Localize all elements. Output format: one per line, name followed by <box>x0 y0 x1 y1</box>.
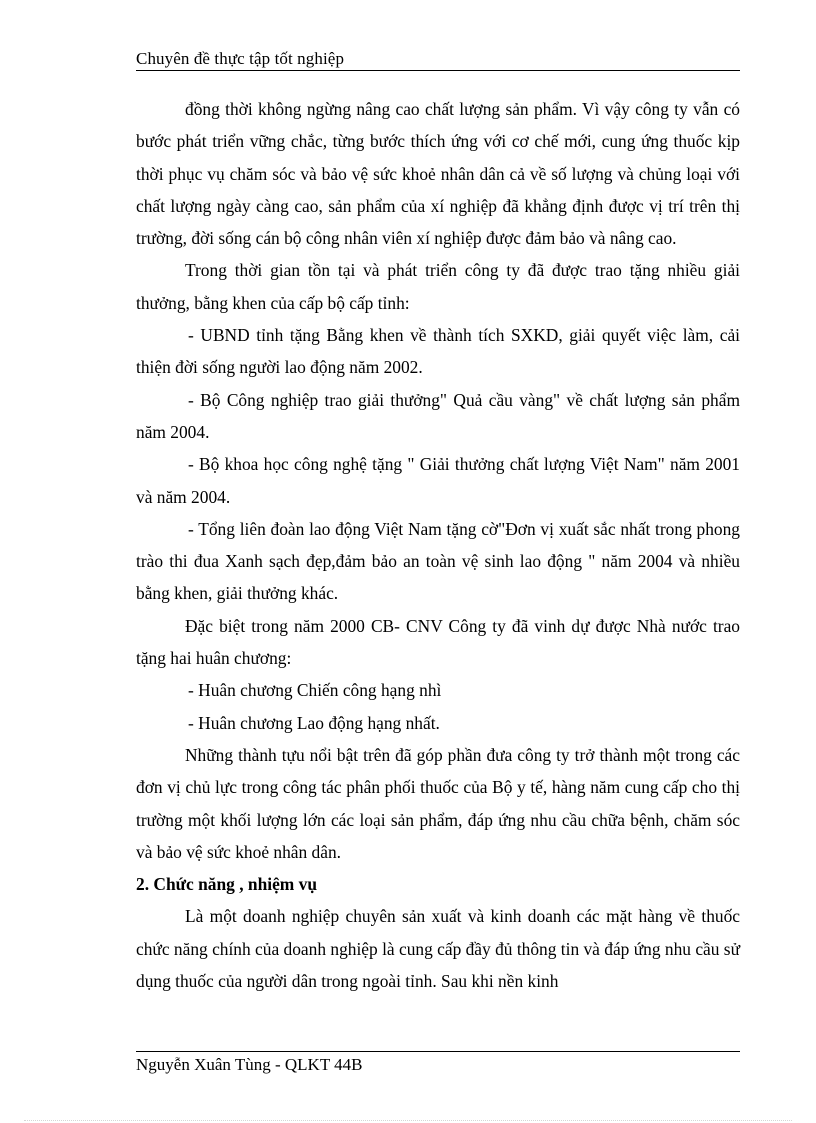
footer-divider <box>136 1051 740 1052</box>
paragraph-awards-intro: Trong thời gian tồn tại và phát triển công ty đã được trao tặng nhiều giải thưởng, bằng khen của cấp bộ cấp tỉnh: <box>136 260 740 313</box>
award-item-golden-globe: - Bộ Công nghiệp trao giải thưởng" Quả cầu vàng" về chất lượng sản phẩm năm 2004. <box>136 389 740 442</box>
section-heading-functions: 2. Chức năng , nhiệm vụ <box>136 874 317 895</box>
award-item-labor-federation: - Tổng liên đoàn lao động Việt Nam tặng cờ"Đơn vị xuất sắc nhất trong phong trào thi đua Xanh sạch đẹp,đảm bảo an toàn vệ sinh lao động " năm 2004 và nhiều bằng khen, giải thưởng khác. <box>136 518 740 604</box>
paragraph-achievements: Những thành tựu nổi bật trên đã góp phần đưa công ty trở thành một trong các đơn vị chủ lực trong công tác phân phối thuốc của Bộ y tế, hàng năm cung cấp cho thị trường một khối lượng lớn các loại sản phẩm, đáp ứng nhu cầu chữa bệnh, chăm sóc và bảo vệ sức khoẻ nhân dân. <box>136 744 740 862</box>
page-footer-author: Nguyễn Xuân Tùng - QLKT 44B <box>136 1055 363 1074</box>
award-item-ubnd: - UBND tỉnh tặng Bằng khen về thành tích SXKD, giải quyết việc làm, cải thiện đời sống người lao động năm 2002. <box>136 325 740 378</box>
page-header-title: Chuyên đề thực tập tốt nghiệp <box>136 49 345 68</box>
document-body <box>136 93 740 997</box>
award-item-vietnam-quality: - Bộ khoa học công nghệ tặng " Giải thưởng chất lượng Việt Nam" năm 2001 và năm 2004. <box>136 454 740 507</box>
header-divider <box>136 70 740 71</box>
page-bottom-dotted-border <box>24 1120 792 1121</box>
paragraph-intro-continued: đồng thời không ngừng nâng cao chất lượng sản phẩm. Vì vậy công ty vẫn có bước phát triển vững chắc, từng bước thích ứng với cơ chế mới, cung ứng thuốc kịp thời phục vụ chăm sóc và bảo vệ sức khoẻ nhân dân cả về số lượng và chủng loại với chất lượng ngày càng cao, sản phẩm của xí nghiệp đã khẳng định được vị trí trên thị trường, đời sống cán bộ công nhân viên xí nghiệp được đảm bảo và nâng cao. <box>136 99 740 249</box>
medal-item-military: - Huân chương Chiến công hạng nhì <box>188 680 442 701</box>
medal-item-labor: - Huân chương Lao động hạng nhất. <box>188 712 440 733</box>
paragraph-medals-intro: Đặc biệt trong năm 2000 CB- CNV Công ty đã vinh dự được Nhà nước trao tặng hai huân chương: <box>136 615 740 669</box>
paragraph-functions: Là một doanh nghiệp chuyên sản xuất và kinh doanh các mặt hàng về thuốc chức năng chính của doanh nghiệp là cung cấp đầy đủ thông tin và đáp ứng nhu cầu sử dụng thuốc của người dân trong ngoài tỉnh. Sau khi nền kinh <box>136 906 740 992</box>
